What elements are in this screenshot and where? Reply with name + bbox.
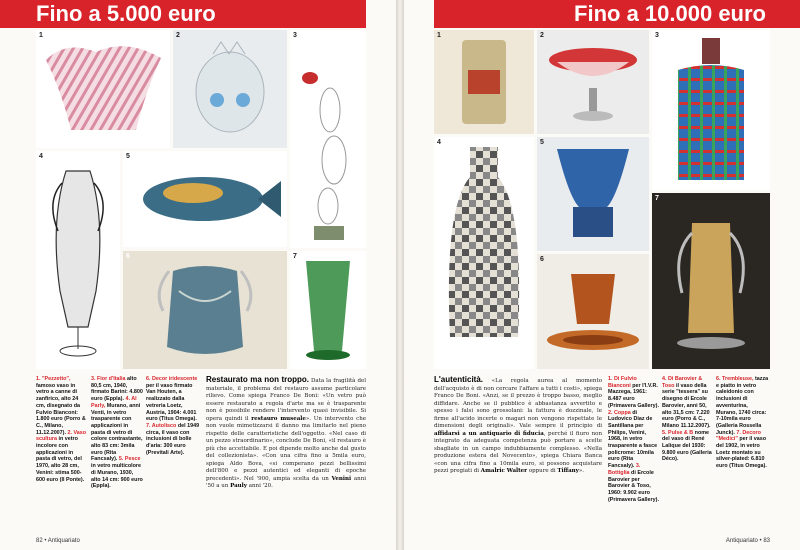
caption-label: 4. Al Parly,: [91, 396, 137, 409]
photo-bianconi-vase: [434, 30, 534, 134]
captions-column-2: [662, 376, 714, 463]
photo-medici-vase: [652, 193, 770, 369]
caption-label: 5. Pulse & B: [662, 429, 694, 436]
photo-number: 3: [655, 32, 659, 39]
article-emphasis: affidarsi a un antiquario di fiducia: [434, 430, 544, 437]
photo-lalique-vase: [537, 137, 649, 251]
article-restauro: [206, 376, 366, 491]
caption-label: 2. Coppa: [608, 409, 631, 416]
caption-text: alto 80,5 cm, 1940, firmato Barini: 4.800 euro (Eppla).: [91, 376, 143, 403]
article-emphasis: Amalric Walter: [480, 468, 528, 474]
photo-number: 3: [293, 32, 297, 39]
caption-text: in vetro multicolore di Murano, 1930, alto 14 cm: 900 euro (Eppla).: [91, 463, 143, 490]
caption-label: 7. Autolisco: [146, 422, 177, 429]
photo-coppa: [537, 30, 649, 134]
photo-fior-ditalia: [290, 30, 366, 248]
caption-label: 7. Decoro "Medici": [716, 429, 761, 443]
caption-text: del 1949 circa, il vaso con inclusioni di bolle d'aria: 300 euro (Previtali Arte).: [146, 422, 200, 456]
caption-label: 1. "Pezzetto",: [36, 376, 71, 382]
article-text: anni '50 a un: [206, 475, 366, 489]
article-emphasis: Venini: [331, 475, 352, 482]
caption-label: 6. Decor iridescente: [146, 376, 198, 382]
captions-column-1: [36, 376, 88, 483]
caption-text: di Ercole Barovier per Barovier & Toso, 1960: 9.902 euro (Primavera Gallery).: [608, 469, 659, 503]
caption-text: famoso vaso in vetro a canne di zanfirico, alto 24 cm, disegnato da Fulvio Bianconi: 1.800 euro (Porro & C., Milano, 11.12.2007).: [36, 382, 86, 436]
article-text: anni '20.: [246, 483, 273, 489]
captions-column-3: [716, 376, 770, 470]
caption-label: 3. Fior d'Italia: [91, 376, 126, 382]
article-emphasis: restauro museale: [251, 415, 306, 422]
photo-pezzetto-vase: [36, 30, 170, 148]
article-text: ».: [578, 468, 584, 474]
photo-number: 4: [437, 139, 441, 146]
photo-decor-iridescente: [123, 251, 287, 369]
left-banner-title: Fino a 5.000 euro: [0, 0, 366, 28]
photo-number: 2: [540, 32, 544, 39]
caption-text: Murano, anni Venti, in vetro trasparente con applicazioni in pasta di vetro di colore contrastante, alto 83 cm: 3mila euro (Rita Fancsaly).: [91, 402, 143, 463]
photo-number: 4: [39, 153, 43, 160]
captions-column-1: [608, 376, 660, 503]
caption-text: nome del vaso di René Lalique del 1930: 9.800 euro (Galleria Déco).: [662, 429, 712, 463]
right-banner-title: Fino a 10.000 euro: [434, 0, 800, 28]
caption-label: 1. Di Fulvio Bianconi: [608, 376, 637, 389]
caption-text: in vetro incolore con applicazioni in pasta di vetro, del 1970, alto 28 cm, Venini: stima 500-600 euro (Il Ponte).: [36, 436, 85, 483]
caption-label: 2. Vaso scultura: [36, 429, 87, 443]
caption-label: 4. Di Barovier & Toso: [662, 376, 703, 389]
photo-number: 6: [540, 256, 544, 263]
article-text: «La regola aurea al momento dell'acquisto è di non cercare l'affare a tutti i costi», spiega Franco De Boni. «Anzi, se il prezzo è troppo basso, meglio diffidare. Anche se il pubblico è abbastanza avvertito e spesso i falsi sono grossolani: la fattura è dozzinale, le firme all'acido incerte o magari non vengono rispettate le dimensioni degli originali». Vale sempre il principio di: [434, 378, 602, 429]
caption-text: di Ludovico Diaz de Santillana per Philips, Venini, 1968, in vetro trasparente a fasce policrome: 10mila euro (Rita Fancsaly).: [608, 409, 658, 470]
article-emphasis: Tiffany: [557, 468, 579, 474]
article-heading: L'autenticità.: [434, 375, 484, 384]
captions-column-3: [146, 376, 200, 456]
captions-column-2: [91, 376, 143, 490]
caption-text: per il vaso firmato Van Houten, a realizzato dalla vetreria Loetz, Austria, 1904: 4.001 euro (Titus Omega).: [146, 382, 197, 423]
caption-text: il vaso della serie "tessera" su disegno di Ercole Barovier, anni 50, alto 31,5 cm: 7.220 euro (Porro & C., Milano 11.12.2007).: [662, 382, 711, 429]
article-text: , perché il fiuro non integrato da adeguata competenza può portare a scelte sbagliate in un campo indubbiamente complesso. «Nella produzione estera del Novecento», spiega Chiara Banca «con una cifra fino a 10mila euro, si possono acquistare pezzi pregiati di: [434, 430, 602, 474]
article-heading: Restaurato ma non troppo.: [206, 375, 309, 384]
caption-text: per l'I.V.R. Mazzega, 1961: 8.487 euro (Primavera Gallery).: [608, 382, 659, 409]
photo-number: 2: [176, 32, 180, 39]
right-page: [404, 0, 800, 550]
photo-pesce: [123, 151, 287, 247]
caption-text: per il vaso del 1902, in vetro Loetz montato su silver-plated: 6.810 euro (Titus Omega).: [716, 436, 767, 470]
caption-label: 5. Pesce: [118, 456, 141, 463]
caption-text: tazza e piatto in vetro caleidonio con inclusioni di avventurina, Murano, 1740 circa: 7-10mila euro (Galleria Rossella Junck).: [716, 376, 769, 436]
photo-tessera-vase: [434, 137, 534, 369]
photo-number: 7: [655, 195, 659, 202]
photo-number: 7: [293, 253, 297, 260]
photo-number: 1: [437, 32, 441, 39]
article-text: ». Un intervento che non vuole mimetizzarsi il danno ma limitarlo nel pieno rispetto delle caratteristiche dell'oggetto. «Nel caso di un pezzo straordinario», conclude De Boni, «il restauro è più che accettabile. E poi dipende molto anche dal gusto del collezionista». «Con una cifra fino a 5mila euro, spiega Aldo Bova, «si comperano pezzi bellissimi dell'800 e pezzi autentici ed eleganti di epoche precedenti». Nel '900, ampia scelta da un: [206, 415, 366, 482]
article-text: oppure di: [527, 468, 558, 474]
photo-number: 5: [126, 153, 130, 160]
photo-autolisco: [290, 251, 366, 369]
photo-vaso-scultura: [173, 30, 287, 148]
photo-number: 1: [39, 32, 43, 39]
left-page: [0, 0, 396, 550]
photo-al-parly-vase: [36, 151, 120, 369]
article-emphasis: Pauly: [230, 483, 247, 489]
caption-label: 3. Bottiglia: [608, 463, 641, 476]
article-autenticita: [434, 376, 602, 476]
caption-label: 6. Trembleuse,: [716, 376, 754, 382]
page-folio: Antiquariato • 83: [725, 538, 770, 544]
photo-bottiglia: [652, 30, 770, 190]
page-folio: 82 • Antiquariato: [36, 538, 80, 544]
photo-number: 5: [540, 139, 544, 146]
page-gutter: [396, 0, 404, 550]
photo-number: 6: [126, 253, 130, 260]
article-text: Data la fragilità del materiale, il problema del restauro assume particolare rilievo. Come spiega Franco De Boni: «Un vetro può essere restaurato a regola d'arte ma se è trasparente non è possibile rendere l'intervento quasi invisibile. Si opera quindi il: [206, 378, 366, 422]
photo-trembleuse: [537, 254, 649, 369]
